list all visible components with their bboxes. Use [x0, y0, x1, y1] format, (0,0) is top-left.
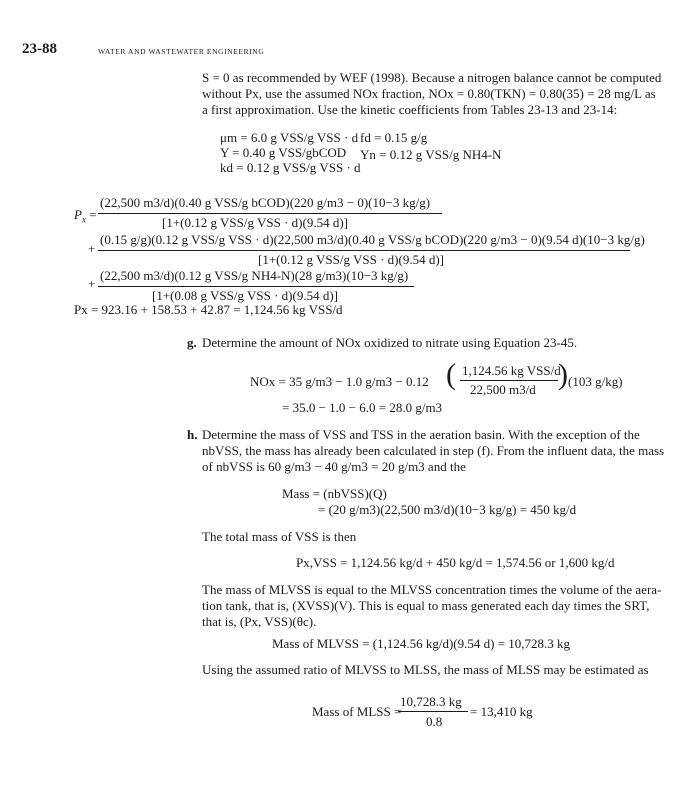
left-paren: (: [446, 358, 456, 391]
px-term1-fraction-bar: [98, 213, 442, 214]
step-g-label: g.: [187, 335, 197, 350]
plus-sign-2: +: [88, 276, 96, 291]
mlss-equation-rhs: = 13,410 kg: [470, 704, 533, 719]
coef-kd: kd = 0.12 g VSS/g VSS · d: [220, 160, 361, 175]
nox-equation-tail: (103 g/kg): [568, 374, 623, 389]
total-vss-equation: Px,VSS = 1,124.56 kg/d + 450 kg/d = 1,574.56 or 1,600 kg/d: [296, 555, 615, 570]
px-term1-denominator: [1+(0.12 g VSS/g VSS · d)(9.54 d)]: [162, 215, 348, 230]
mlss-fraction-numerator: 10,728.3 kg: [400, 694, 462, 709]
mlvss-line-3: that is, (Px, VSS)(θc).: [202, 614, 317, 629]
nox-fraction-denominator: 22,500 m3/d: [470, 382, 536, 397]
mass-equation-2: = (20 g/m3)(22,500 m3/d)(10−3 kg/g) = 450 kg/d: [318, 502, 577, 517]
nox-equation-result: = 35.0 − 1.0 − 6.0 = 28.0 g/m3: [282, 400, 443, 415]
px-result: Px = 923.16 + 158.53 + 42.87 = 1,124.56 kg VSS/d: [74, 302, 343, 317]
px-term3-fraction-bar: [98, 286, 414, 287]
coef-yn: Yn = 0.12 g VSS/g NH4-N: [360, 147, 502, 162]
coef-fd: fd = 0.15 g/g: [360, 130, 428, 145]
coef-mu-m: μm = 6.0 g VSS/g VSS · d: [220, 130, 359, 145]
px-term2-denominator: [1+(0.12 g VSS/g VSS · d)(9.54 d)]: [258, 252, 444, 267]
nox-equation-lhs: NOx = 35 g/m3 − 1.0 g/m3 − 0.12: [250, 374, 429, 389]
step-h-line-2: nbVSS, the mass has already been calculated in step (f). From the influent data, the mass: [202, 443, 665, 458]
mlvss-line-1: The mass of MLVSS is equal to the MLVSS concentration times the volume of the aera-: [202, 582, 662, 597]
px-term2-numerator: (0.15 g/g)(0.12 g VSS/g VSS · d)(22,500 m3/d)(0.40 g VSS/g bCOD)(220 g/m3 − 0)(9.54 d)(10−3 kg/g): [100, 232, 645, 247]
intro-line-2: without Px, use the assumed NOx fraction, NOx = 0.80(TKN) = 0.80(35) = 28 mg/L as: [202, 86, 656, 101]
step-h-label: h.: [187, 427, 198, 442]
total-vss-intro: The total mass of VSS is then: [202, 529, 357, 544]
plus-sign-1: +: [88, 241, 96, 256]
px-term3-denominator: [1+(0.08 g VSS/g VSS · d)(9.54 d)]: [152, 288, 338, 303]
intro-line-1: S = 0 as recommended by WEF (1998). Because a nitrogen balance cannot be computed: [202, 70, 662, 85]
intro-line-3: a first approximation. Use the kinetic coefficients from Tables 23-13 and 23-14:: [202, 102, 618, 117]
step-h-line-3: of nbVSS is 60 g/m3 − 40 g/m3 = 20 g/m3 and the: [202, 459, 466, 474]
nox-fraction-numerator: 1,124.56 kg VSS/d: [462, 363, 561, 378]
mlss-fraction-bar: [398, 711, 468, 712]
nox-fraction-bar: [460, 380, 558, 381]
mlss-equation-lhs: Mass of MLSS =: [312, 704, 402, 719]
mlss-intro: Using the assumed ratio of MLVSS to MLSS, the mass of MLSS may be estimated as: [202, 662, 649, 677]
px-lhs: $P_x$ =: [74, 207, 97, 225]
px-term3-numerator: (22,500 m3/d)(0.12 g VSS/g NH4-N)(28 g/m3)(10−3 kg/g): [100, 268, 409, 283]
running-title: WATER AND WASTEWATER ENGINEERING: [98, 47, 265, 56]
step-h-line-1: Determine the mass of VSS and TSS in the aeration basin. With the exception of the: [202, 427, 640, 442]
mlss-fraction-denominator: 0.8: [426, 714, 443, 729]
px-term2-fraction-bar: [98, 250, 630, 251]
right-paren: ): [558, 358, 568, 391]
coef-y: Y = 0.40 g VSS/gbCOD: [220, 145, 347, 160]
px-term1-numerator: (22,500 m3/d)(0.40 g VSS/g bCOD)(220 g/m3 − 0)(10−3 kg/g): [100, 195, 431, 210]
page-number: 23-88: [22, 41, 57, 57]
mlvss-equation: Mass of MLVSS = (1,124.56 kg/d)(9.54 d) = 10,728.3 kg: [272, 636, 571, 651]
mass-equation-1: Mass = (nbVSS)(Q): [282, 486, 387, 501]
step-g-text: Determine the amount of NOx oxidized to nitrate using Equation 23-45.: [202, 335, 578, 350]
mlvss-line-2: tion tank, that is, (XVSS)(V). This is equal to mass generated each day times the SRT,: [202, 598, 650, 613]
